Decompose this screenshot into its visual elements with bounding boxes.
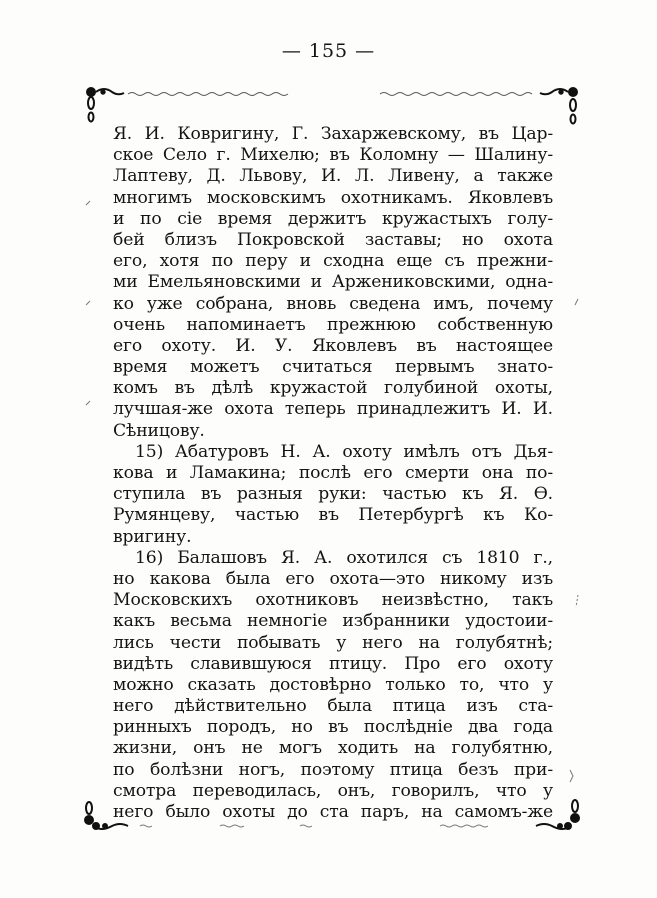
paragraph-start: 15) Абатуровъ Н. А. охоту имѣлъ отъ Дья-: [135, 441, 553, 462]
text-line: какъ весьма немногіе избранники удостоии-: [113, 611, 553, 632]
corner-flourish-icon: [540, 88, 578, 124]
text-line: но какова была его охота—это никому изъ: [113, 568, 553, 589]
text-line: многимъ московскимъ охотникамъ. Яковлевъ: [113, 187, 553, 208]
text-line: его охоту. И. У. Яковлевъ въ настоящее: [113, 335, 553, 356]
text-line: Румянцеву, частью въ Петербургѣ къ Ко-: [113, 505, 553, 526]
body-text: [113, 124, 553, 823]
text-line: жизни, онъ не могъ ходить на голубятню,: [113, 738, 553, 759]
text-line: Московскихъ охотниковъ неизвѣстно, такъ: [113, 590, 553, 611]
corner-flourish-icon: [87, 88, 125, 122]
page-number: — 155 —: [281, 40, 376, 62]
text-line: видѣть славившуюся птицу. Про его охоту: [113, 653, 553, 674]
text-line: Лаптеву, Д. Львову, И. Л. Ливену, а также: [113, 166, 553, 187]
text-line: лись чести побывать у него на голубятнѣ;: [113, 632, 553, 653]
text-line: и по сіе время держитъ кружастыхъ голу-: [113, 208, 553, 229]
wavy-rule: [140, 825, 488, 827]
text-line: его, хотя по перу и сходна еще съ прежни-: [113, 251, 553, 272]
text-line: Я. И. Ковригину, Г. Захаржевскому, въ Цар-: [113, 124, 553, 144]
text-line: ко уже собрана, вновь сведена имъ, почему: [113, 293, 553, 314]
text-line: смотра переводилась, онъ, говорилъ, что у: [113, 780, 553, 801]
text-line: комъ въ дѣлѣ кружастой голубиной охоты,: [113, 378, 553, 399]
text-line: ми Емельяновскими и Аржениковскими, одна-: [113, 272, 553, 293]
text-line: него дѣйствительно была птица изъ ста-: [113, 696, 553, 717]
wavy-rule: [128, 93, 532, 96]
text-line: лучшая-же охота теперь принадлежитъ И. И.: [113, 399, 553, 420]
text-line: ринныхъ породъ, но въ послѣдніе два года: [113, 717, 553, 738]
text-line: бей близъ Покровской заставы; но охота: [113, 229, 553, 250]
text-line: очень напоминаетъ прежнюю собственную: [113, 314, 553, 335]
text-line: по болѣзни ногъ, поэтому птица безъ при-: [113, 759, 553, 780]
text-line: можно сказать достовѣрно только то, что у: [113, 674, 553, 695]
text-line: кова и Ламакина; послѣ его смерти она по-: [113, 463, 553, 483]
text-line: время можетъ считаться первымъ знато-: [113, 357, 553, 378]
paragraph-start: 16) Балашовъ Я. А. охотился съ 1810 г.,: [135, 547, 553, 568]
text-line: него было охоты до ста паръ, на самомъ-же: [113, 802, 553, 822]
text-line: ское Село г. Михелю; въ Коломну — Шалину-: [113, 145, 553, 166]
text-line: вригину.: [113, 526, 192, 547]
text-line: ступила въ разныя руки: частью къ Я. Ѳ.: [113, 484, 553, 505]
text-line: Сѣницову.: [113, 420, 205, 441]
